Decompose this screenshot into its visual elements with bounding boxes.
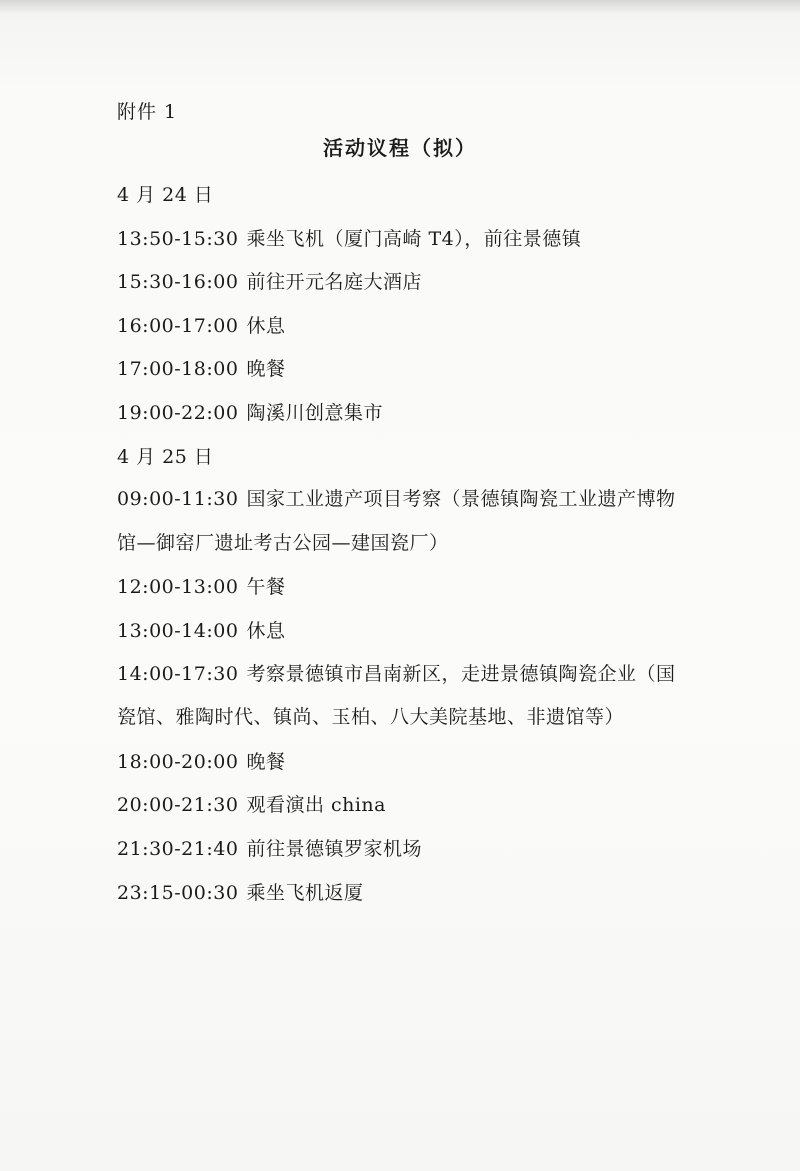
agenda-time: 15:30-16:00 bbox=[117, 271, 239, 294]
agenda-time: 14:00-17:30 bbox=[117, 662, 239, 685]
agenda-time: 12:00-13:00 bbox=[117, 576, 239, 599]
agenda-text: 前往景德镇罗家机场 bbox=[246, 837, 422, 860]
agenda-item bbox=[117, 478, 687, 565]
agenda-time: 13:50-15:30 bbox=[117, 227, 239, 250]
agenda-item bbox=[117, 878, 687, 908]
agenda-text: 晚餐 bbox=[246, 750, 286, 773]
agenda-item bbox=[117, 311, 687, 341]
agenda-text: 观看演出 china bbox=[246, 794, 386, 817]
agenda-text: 陶溪川创意集市 bbox=[246, 401, 383, 424]
agenda-text: 国家工业遗产项目考察（景德镇陶瓷工业遗产博物馆—御窑厂遗址考古公园—建国瓷厂） bbox=[117, 488, 676, 554]
agenda-item bbox=[117, 747, 687, 777]
agenda-item bbox=[117, 790, 687, 820]
day-heading: 4 月 25 日 bbox=[117, 445, 214, 468]
agenda-item bbox=[117, 224, 687, 254]
agenda-body bbox=[117, 180, 687, 921]
agenda-text: 乘坐飞机（厦门高崎 T4），前往景德镇 bbox=[246, 227, 582, 250]
agenda-item bbox=[117, 354, 687, 384]
agenda-text: 休息 bbox=[246, 619, 286, 642]
day-heading: 4 月 24 日 bbox=[117, 184, 214, 206]
agenda-item bbox=[117, 572, 687, 602]
agenda-text: 前往开元名庭大酒店 bbox=[246, 271, 422, 294]
agenda-time: 21:30-21:40 bbox=[117, 837, 239, 860]
agenda-time: 09:00-11:30 bbox=[117, 488, 239, 511]
agenda-item bbox=[117, 834, 687, 864]
agenda-text: 晚餐 bbox=[246, 358, 286, 381]
agenda-time: 17:00-18:00 bbox=[117, 358, 239, 381]
agenda-time: 13:00-14:00 bbox=[117, 619, 239, 642]
agenda-item bbox=[117, 267, 687, 297]
agenda-time: 16:00-17:00 bbox=[117, 314, 239, 337]
document-title: 活动议程（拟） bbox=[323, 136, 477, 160]
agenda-item bbox=[117, 398, 687, 428]
agenda-text: 考察景德镇市昌南新区，走进景德镇陶瓷企业（国瓷馆、雅陶时代、镇尚、玉柏、八大美院基地、非遗馆等） bbox=[117, 662, 676, 729]
scan-edge-shadow bbox=[0, 0, 800, 14]
agenda-text: 午餐 bbox=[246, 576, 286, 599]
agenda-item bbox=[117, 653, 687, 740]
attachment-label: 附件 1 bbox=[117, 101, 178, 123]
agenda-text: 休息 bbox=[246, 314, 286, 337]
agenda-time: 18:00-20:00 bbox=[117, 750, 239, 773]
agenda-time: 19:00-22:00 bbox=[117, 401, 239, 424]
agenda-item bbox=[117, 616, 687, 646]
agenda-time: 20:00-21:30 bbox=[117, 794, 239, 817]
agenda-time: 23:15-00:30 bbox=[117, 881, 239, 904]
agenda-text: 乘坐飞机返厦 bbox=[246, 881, 364, 904]
